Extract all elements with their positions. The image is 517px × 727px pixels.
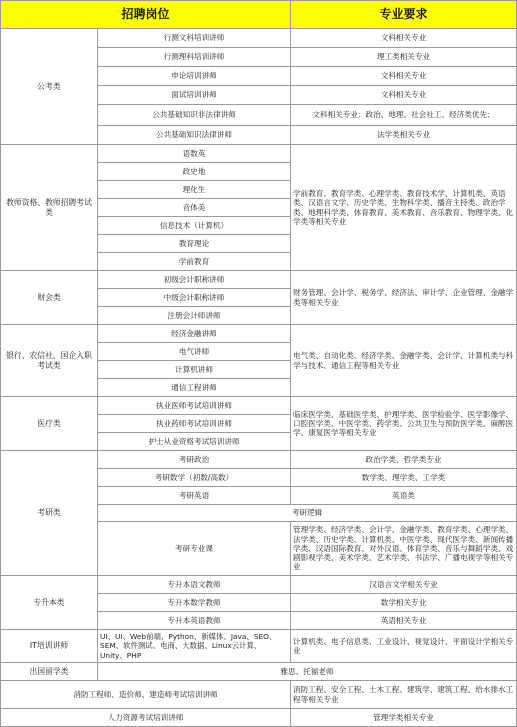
table-row (1, 271, 517, 289)
position-cell: 中级会计职称讲师 (98, 289, 291, 307)
position-cell: 学前教育 (98, 253, 291, 271)
header-position: 招聘岗位 (1, 1, 291, 29)
position-cell: 理化生 (98, 181, 291, 199)
requirement-cell: 文科相关专业 (291, 67, 517, 86)
requirement-cell: 雅思、托福老师 (98, 663, 517, 681)
requirement-cell: 英语类 (291, 487, 517, 505)
position-cell: 专升本数学教师 (98, 594, 291, 612)
table-row (1, 29, 517, 48)
position-cell: 考研数学（初数/高数） (98, 469, 291, 487)
requirement-cell: 文科相关专业 (291, 29, 517, 48)
requirement-cell: 政治学类、哲学类专业 (291, 451, 517, 469)
position-cell: 音体美 (98, 199, 291, 217)
position-cell: 考研英语 (98, 487, 291, 505)
requirement-cell: 管理学类、经济学类、会计学、金融学类、教育学类、心理学类、法学类、历史学类、计算机类、中医学类、现代医学类、新闻传播学类、汉语国际教育、对外汉语、体育学类、音乐与舞蹈学类、戏剧影视学类、美术学类、艺术学类、书法学、广播电视学等相关专业 (291, 522, 517, 576)
position-cell: 语数英 (98, 145, 291, 163)
table-row (1, 325, 517, 343)
table-row (1, 681, 517, 709)
category-cell: 银行、农信社、国企入职考试类 (1, 325, 98, 397)
position-cell: 护士从业资格考试培训讲师 (98, 433, 291, 451)
category-cell: 专升本类 (1, 576, 98, 630)
position-cell: 考研专业课 (98, 522, 291, 576)
position-cell: 通信工程讲师 (98, 379, 291, 397)
position-cell: 政史地 (98, 163, 291, 181)
requirement-cell: 计算机类、电子信息类、工业设计、视觉设计、平面设计学相关专业 (291, 630, 517, 663)
requirement-cell: 临床医学类、基础医学类、护理学类、医学检验学、医学影像学、口腔医学类、中医学类、药学类、公共卫生与预防医学类、麻醉医学、康复医学等相关专业 (291, 397, 517, 451)
requirement-cell: 汉语言文学相关专业 (291, 576, 517, 594)
requirement-cell: 管理学类相关专业 (291, 709, 517, 727)
requirement-cell: 数学类、理学类、工学类 (291, 469, 517, 487)
requirement-cell: 数学相关专业 (291, 594, 517, 612)
requirement-cell: 文科相关专业 (291, 86, 517, 105)
position-cell: 专升本语文教师 (98, 576, 291, 594)
requirement-cell: 英语相关专业 (291, 612, 517, 630)
requirement-cell: 电气类、自动化类、经济学类、金融学类、会计学、计算机类与科学与技术、通信工程等相关专业 (291, 325, 517, 397)
table-row (1, 397, 517, 415)
table-header-row (1, 1, 517, 29)
position-cell: 初级会计职称讲师 (98, 271, 291, 289)
position-cell: 面试培训讲师 (98, 86, 291, 105)
position-cell: 计算机讲师 (98, 361, 291, 379)
requirement-cell: 消防工程、安全工程、土木工程、建筑学、建筑工程、给水排水工程等相关专业 (291, 681, 517, 709)
position-cell: UI、UI、Web前端、Python、新媒体、Java、SEO、SEM、软件测试、电商、大数据、Linux云计算、Unity、PHP (98, 630, 291, 663)
category-cell: 消防工程师、造价师、建造师考试培训讲师 (1, 681, 291, 709)
table-row (1, 709, 517, 727)
table-row (1, 451, 517, 469)
position-cell: 申论培训讲师 (98, 67, 291, 86)
category-cell: 人力资源考试培训讲师 (1, 709, 291, 727)
position-cell: 注册会计师讲师 (98, 307, 291, 325)
table-row (1, 145, 517, 163)
table-row (1, 630, 517, 663)
position-cell: 考研逻辑 (98, 505, 517, 522)
category-cell: 考研类 (1, 451, 98, 576)
category-cell: 医疗类 (1, 397, 98, 451)
position-cell: 信息技术（计算机） (98, 217, 291, 235)
category-cell: 教师资格、教师招聘考试类 (1, 145, 98, 271)
position-cell: 公共基础知识法律讲师 (98, 126, 291, 145)
position-cell: 行测文科培训讲师 (98, 29, 291, 48)
category-cell: 出国留学类 (1, 663, 98, 681)
header-requirements: 专业要求 (291, 1, 517, 29)
position-cell: 考研政治 (98, 451, 291, 469)
position-cell: 执业药师考试培训讲师 (98, 415, 291, 433)
requirement-cell: 财务管理、会计学、税务学、经济法、审计学、企业管理、金融学类等相关专业 (291, 271, 517, 325)
requirement-cell: 理工类相关专业 (291, 48, 517, 67)
requirement-cell: 学前教育、教育学类、心理学类、教育技术学、计算机类、英语类、汉语言文学、历史学类、生物科学类、播音主持类、政治学类、地理科学类、体育教育、美术教育、音乐教育、物理学类、化学类等相关专业 (291, 145, 517, 271)
position-cell: 公共基础知识非法律讲师 (98, 105, 291, 126)
table-row (1, 576, 517, 594)
position-cell: 行测理科培训讲师 (98, 48, 291, 67)
category-cell: 财会类 (1, 271, 98, 325)
position-cell: 专升本英语教师 (98, 612, 291, 630)
position-cell: 电气讲师 (98, 343, 291, 361)
requirement-cell: 法学类相关专业 (291, 126, 517, 145)
requirement-cell: 文科相关专业：政治、地理、社会社工、经济类优先； (291, 105, 517, 126)
category-cell: 公考类 (1, 29, 98, 145)
table-row (1, 663, 517, 681)
position-cell: 执业医师考试培训讲师 (98, 397, 291, 415)
position-cell: 经济金融讲师 (98, 325, 291, 343)
position-cell: 教育理论 (98, 235, 291, 253)
category-cell: IT培训讲师 (1, 630, 98, 663)
